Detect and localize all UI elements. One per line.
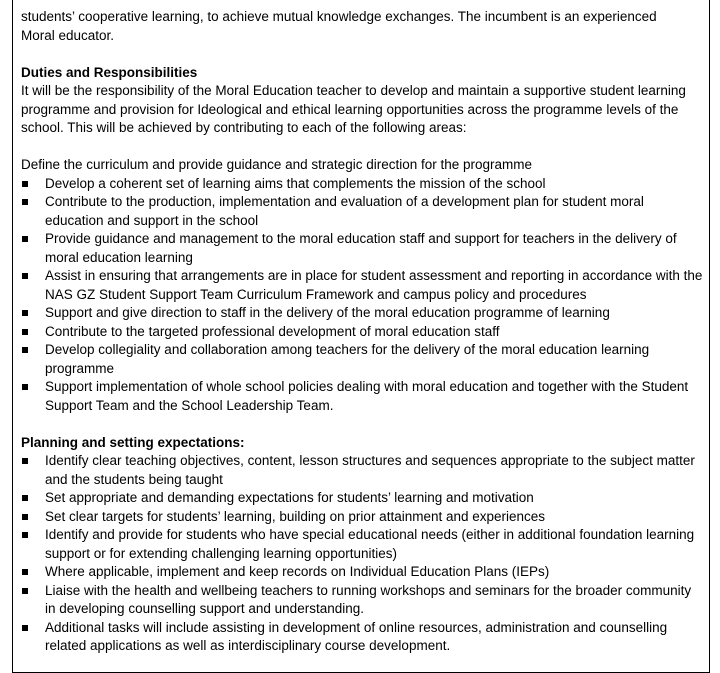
list-item xyxy=(21,582,705,619)
list-item-text: Support and give direction to staff in the delivery of the moral education programme of learning xyxy=(45,305,610,320)
list-item-text: Provide guidance and management to the moral education staff and support for teachers in the delivery of moral education learning xyxy=(45,231,677,265)
bullet-icon xyxy=(22,199,28,205)
bullet-icon xyxy=(22,458,28,464)
list-item xyxy=(21,230,705,267)
spacer xyxy=(21,415,705,434)
list-item xyxy=(21,323,705,342)
planning-heading: Planning and setting expectations: xyxy=(21,434,245,450)
list-item-text: Set appropriate and demanding expectations for students’ learning and motivation xyxy=(45,490,534,505)
list-item xyxy=(21,341,705,378)
spacer xyxy=(21,138,705,157)
duties-subheading: Define the curriculum and provide guidance and strategic direction for the programme xyxy=(21,157,533,172)
bullet-icon xyxy=(22,273,28,279)
list-item-text: Identify and provide for students who have special educational needs (either in additional foundation learning support or for extending challenging learning opportunities) xyxy=(45,527,695,561)
list-item xyxy=(21,304,705,323)
list-item xyxy=(21,526,705,563)
duties-paragraph: It will be the responsibility of the Moral Education teacher to develop and maintain a supportive student learning programme and provision for Ideological and ethical learning opportunities across the programme levels of the school. This will be achieved by contributing to each of the following areas: xyxy=(21,83,686,135)
bullet-icon xyxy=(22,532,28,538)
list-item-text: Liaise with the health and wellbeing teachers to running workshops and seminars for the broader community in developing counselling support and understanding. xyxy=(45,582,692,616)
list-item-text: Additional tasks will include assisting in development of online resources, administration and counselling related applications as well as interdisciplinary course development. xyxy=(45,619,668,653)
list-item xyxy=(21,619,705,656)
list-item-text: Assist in ensuring that arrangements are in place for student assessment and reporting in accordance with the NAS GZ Student Support Team Curriculum Framework and campus policy and procedures xyxy=(45,268,703,302)
list-item-text: Develop collegiality and collaboration among teachers for the delivery of the moral education learning programme xyxy=(45,342,650,376)
list-item xyxy=(21,193,705,230)
bullet-icon xyxy=(22,569,28,575)
bullet-icon xyxy=(22,588,28,594)
document-content xyxy=(21,8,705,656)
spacer xyxy=(21,45,705,64)
bullet-icon xyxy=(22,384,28,390)
list-item-text: Contribute to the targeted professional development of moral education staff xyxy=(45,323,500,339)
bullet-icon xyxy=(22,236,28,242)
list-item xyxy=(21,489,705,508)
list-item xyxy=(21,175,705,194)
list-item xyxy=(21,378,705,415)
bullet-icon xyxy=(22,310,28,316)
list-item-text: Support implementation of whole school policies dealing with moral education and together with the Student Support Team and the School Leadership Team. xyxy=(45,379,689,413)
list-item xyxy=(21,508,705,527)
list-item xyxy=(21,563,705,582)
duties-heading: Duties and Responsibilities xyxy=(21,64,198,80)
list-item-text: Identify clear teaching objectives, content, lesson structures and sequences appropriate to the subject matter and the students being taught xyxy=(45,453,695,487)
list-item-text: Set clear targets for students’ learning, building on prior attainment and experiences xyxy=(45,508,546,524)
intro-line-2: Moral educator. xyxy=(21,27,115,43)
bullet-icon xyxy=(22,347,28,353)
list-item-text: Contribute to the production, implementation and evaluation of a development plan for student moral education and support in the school xyxy=(45,194,644,228)
list-item xyxy=(21,267,705,304)
list-item xyxy=(21,452,705,489)
bullet-icon xyxy=(22,181,28,187)
list-item-text: Where applicable, implement and keep records on Individual Education Plans (IEPs) xyxy=(45,564,550,579)
bullet-icon xyxy=(22,514,28,520)
duties-list xyxy=(21,175,705,416)
bullet-icon xyxy=(22,329,28,335)
planning-list xyxy=(21,452,705,656)
bullet-icon xyxy=(22,495,28,501)
intro-line-1: students’ cooperative learning, to achieve mutual knowledge exchanges. The incumbent is an experienced xyxy=(21,9,657,24)
bullet-icon xyxy=(22,625,28,631)
list-item-text: Develop a coherent set of learning aims that complements the mission of the school xyxy=(45,175,546,191)
